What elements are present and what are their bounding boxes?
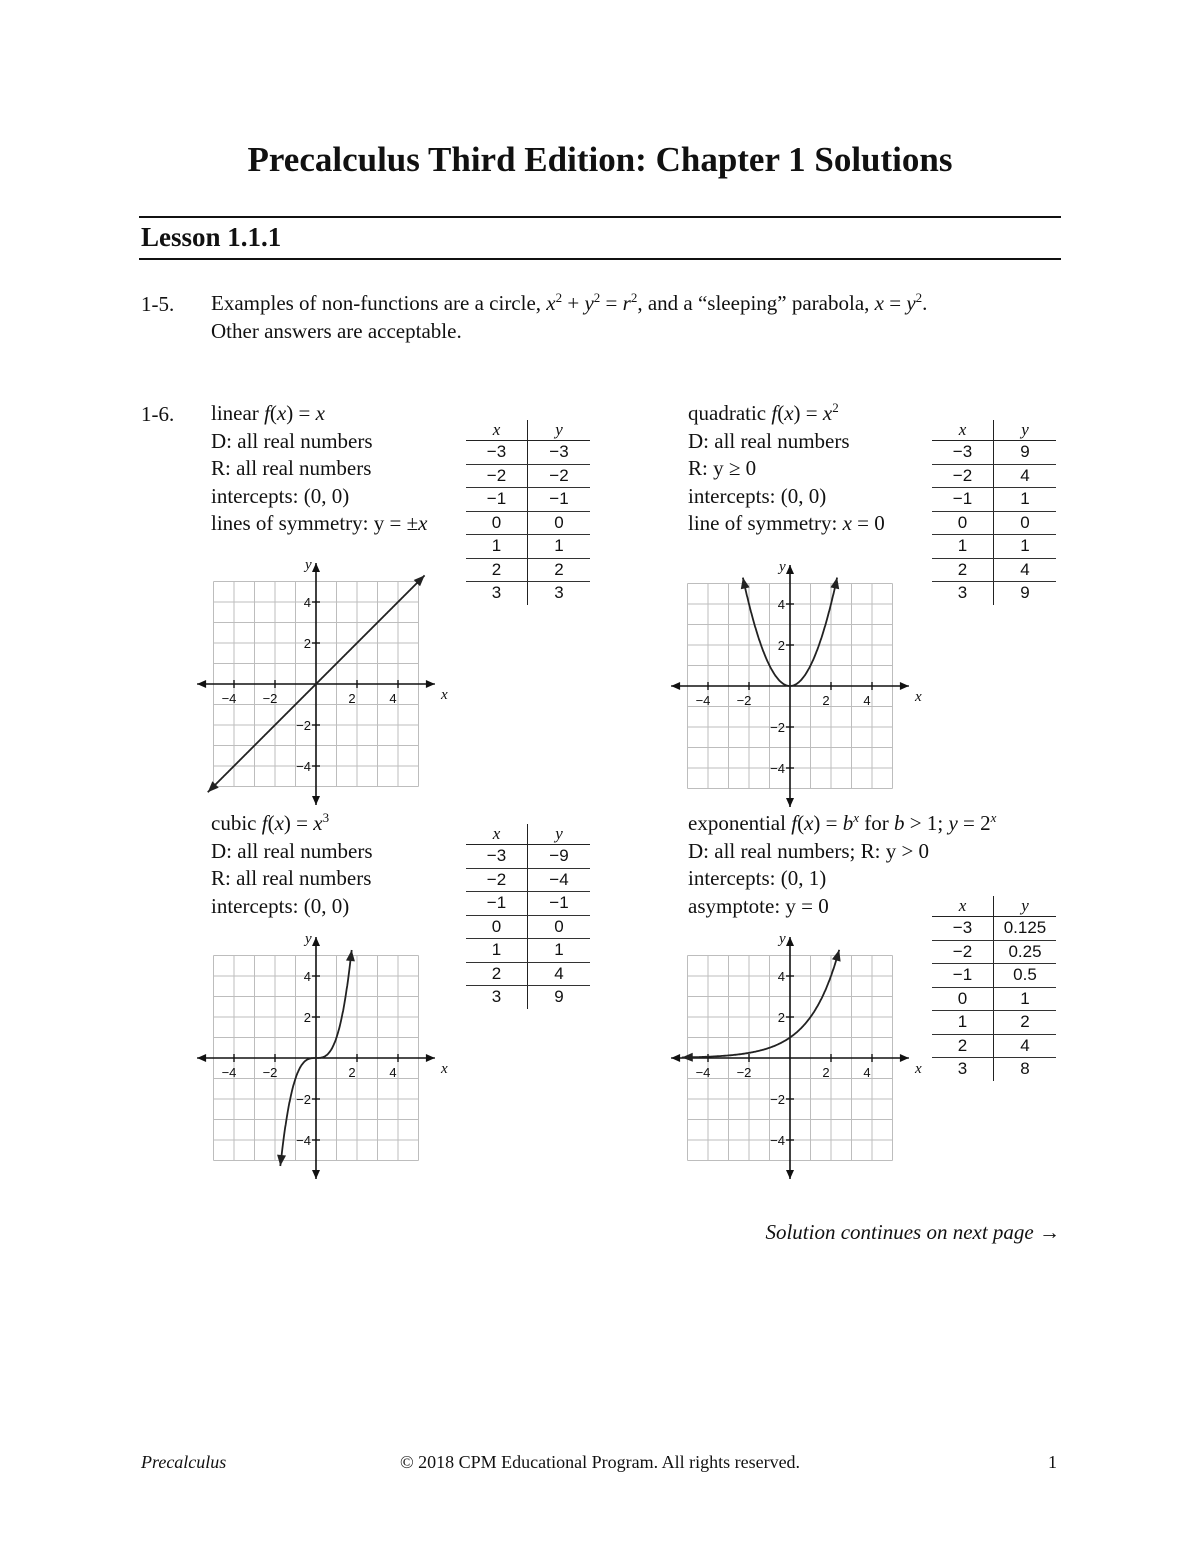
linear-table	[466, 420, 590, 605]
table-cell-y: 1	[994, 535, 1057, 559]
table-header-x: x	[466, 420, 528, 441]
table-cell-y: −2	[528, 464, 591, 488]
x-tick-label: −2	[262, 1065, 278, 1080]
table-cell-x: 1	[466, 535, 528, 559]
x-tick-label: −4	[695, 693, 711, 708]
y-tick-label: 2	[777, 1010, 785, 1025]
table-row	[932, 488, 1056, 512]
cubic-table	[466, 824, 590, 1009]
table-header-y: y	[994, 896, 1057, 917]
y-tick-label: −2	[296, 1092, 311, 1107]
table-row	[932, 1011, 1056, 1035]
linear-graph	[198, 556, 448, 810]
table-cell-x: −3	[932, 441, 994, 465]
table-cell-y: 1	[994, 488, 1057, 512]
table-cell-y: 9	[554, 987, 564, 1007]
table-header-x: x	[932, 896, 994, 917]
y-axis-label: y	[779, 931, 786, 948]
table-cell-x: 0	[932, 987, 994, 1011]
table-cell-y: 0.5	[994, 964, 1057, 988]
table-cell-x: 0	[932, 511, 994, 535]
y-tick-label: 4	[777, 597, 785, 612]
y-axis-arrow-down	[786, 1170, 794, 1179]
table-row	[932, 987, 1056, 1011]
table-row	[466, 464, 590, 488]
x-tick-label: −4	[221, 691, 237, 706]
table-row	[932, 1034, 1056, 1058]
table-cell-x: 2	[466, 558, 528, 582]
function-curve	[682, 950, 839, 1058]
lesson-heading: Lesson 1.1.1	[141, 222, 282, 252]
table-row	[932, 464, 1056, 488]
table-row	[932, 535, 1056, 559]
cubic-description: cubic $f(x) = x^3$ D: all real numbers R: all real numbers intercepts: (0, 0)	[211, 810, 373, 918]
y-tick-label: 4	[303, 969, 311, 984]
table-row	[466, 488, 590, 512]
y-tick-label: −4	[296, 1133, 311, 1148]
table-row	[932, 917, 1056, 941]
problem-1-6-number: 1-6.	[141, 402, 175, 426]
linear-description: linear f(x) = x D: all real numbers R: all real numbers intercepts: (0, 0) lines of symmetry: y = ±x	[211, 401, 428, 535]
x-axis-arrow-right	[426, 680, 435, 688]
table-row	[466, 986, 590, 1009]
table-row	[466, 441, 590, 465]
exponential-description: exponential $f(x) = b^x$ for b > 1; $y = 2^x$ D: all real numbers; R: y > 0 intercepts: (0, 1) asymptote: y = 0	[688, 810, 997, 918]
table-cell-x: −2	[932, 940, 994, 964]
table-row	[466, 962, 590, 986]
table-row	[932, 964, 1056, 988]
table-cell-y: 9	[994, 441, 1057, 465]
x-axis-arrow-left	[197, 680, 206, 688]
rule-top	[139, 216, 1061, 218]
table-cell-y: 0.125	[994, 917, 1057, 941]
y-tick-label: 2	[777, 638, 785, 653]
x-axis-arrow-left	[197, 1054, 206, 1062]
table-cell-x: −1	[932, 488, 994, 512]
table-cell-y: 3	[554, 583, 564, 603]
table-cell-y: −3	[528, 441, 591, 465]
table-cell-x: 2	[466, 962, 528, 986]
y-axis-label: y	[779, 559, 786, 576]
x-tick-label: 2	[822, 693, 830, 708]
x-tick-label: 4	[863, 1065, 871, 1080]
y-axis-arrow-up	[312, 937, 320, 946]
y-axis-label: y	[305, 557, 312, 574]
table-row	[466, 558, 590, 582]
y-tick-label: 2	[303, 1010, 311, 1025]
y-axis-arrow-down	[786, 798, 794, 807]
x-axis-label: x	[914, 689, 922, 705]
table-row	[466, 535, 590, 559]
cubic-graph	[198, 930, 478, 1184]
y-axis-arrow-down	[312, 796, 320, 805]
table-row	[932, 441, 1056, 465]
table-cell-x: −2	[466, 464, 528, 488]
table-cell-x: 3	[932, 582, 994, 605]
footer-page-number: 1	[1048, 1452, 1057, 1472]
table-row	[932, 511, 1056, 535]
x-tick-label: −2	[736, 693, 752, 708]
table-row	[932, 582, 1056, 605]
table-row	[466, 892, 590, 916]
table-cell-y: 2	[994, 1011, 1057, 1035]
x-tick-label: −2	[262, 691, 278, 706]
table-cell-x: 2	[932, 1034, 994, 1058]
table-cell-x: −1	[466, 488, 528, 512]
table-cell-x: −2	[932, 464, 994, 488]
document-title: Precalculus Third Edition: Chapter 1 Solutions	[247, 140, 953, 179]
x-tick-label: 4	[389, 691, 397, 706]
quadratic-description: quadratic $f(x) = x^2$ D: all real numbers R: y ≥ 0 intercepts: (0, 0) line of symmetry: x = 0	[688, 400, 885, 535]
exponential-table	[932, 896, 1056, 1081]
y-axis-label: y	[305, 931, 312, 948]
x-axis-arrow-right	[426, 1054, 435, 1062]
x-axis-arrow-left	[671, 1054, 680, 1062]
table-cell-x: 3	[932, 1058, 994, 1081]
y-tick-label: −2	[296, 718, 311, 733]
table-header-y: y	[528, 824, 591, 845]
x-axis-label: x	[440, 687, 448, 703]
table-row	[932, 1058, 1056, 1081]
table-cell-x: 1	[466, 939, 528, 963]
table-cell-y: 1	[528, 939, 591, 963]
x-tick-label: 4	[389, 1065, 397, 1080]
table-cell-y: 4	[994, 558, 1057, 582]
table-cell-x: 3	[466, 582, 528, 605]
x-axis-label: x	[440, 1061, 448, 1077]
table-row	[466, 511, 590, 535]
x-tick-label: 2	[822, 1065, 830, 1080]
table-cell-y: 2	[528, 558, 591, 582]
table-cell-y: 1	[994, 987, 1057, 1011]
problem-1-5-text: Examples of non-functions are a circle, $x^2 + y^2 = r^2$, and a “sleeping” parabola, $x = y^2$. Other answers are acceptable.	[211, 290, 928, 343]
y-axis-arrow-up	[312, 563, 320, 572]
x-tick-label: 2	[348, 691, 356, 706]
y-axis-arrow-up	[786, 565, 794, 574]
y-tick-label: −4	[770, 761, 785, 776]
table-cell-y: 4	[528, 962, 591, 986]
x-tick-label: 4	[863, 693, 871, 708]
y-tick-label: −4	[770, 1133, 785, 1148]
table-cell-y: −4	[528, 868, 591, 892]
y-tick-label: −2	[770, 720, 785, 735]
exponential-graph	[672, 930, 922, 1184]
x-tick-label: −4	[695, 1065, 711, 1080]
table-cell-y: −1	[528, 892, 591, 916]
table-row	[466, 868, 590, 892]
table-cell-x: −1	[932, 964, 994, 988]
table-cell-y: 1	[528, 535, 591, 559]
table-row	[466, 582, 590, 605]
x-axis-arrow-left	[671, 682, 680, 690]
quadratic-graph	[672, 558, 922, 812]
table-cell-x: 1	[932, 1011, 994, 1035]
table-cell-x: −3	[466, 845, 528, 869]
table-row	[932, 940, 1056, 964]
y-axis-arrow-down	[312, 1170, 320, 1179]
table-cell-y: −1	[528, 488, 591, 512]
table-row	[932, 558, 1056, 582]
table-cell-x: −2	[466, 868, 528, 892]
problem-1-5-number: 1-5.	[141, 292, 175, 316]
quadratic-table	[932, 420, 1056, 605]
table-cell-y: 0	[528, 511, 591, 535]
table-header-y: y	[994, 420, 1057, 441]
table-cell-y: 9	[1020, 583, 1030, 603]
table-cell-y: 8	[1020, 1059, 1030, 1079]
table-row	[466, 915, 590, 939]
table-cell-x: −3	[466, 441, 528, 465]
y-tick-label: 4	[777, 969, 785, 984]
table-cell-y: 4	[994, 1034, 1057, 1058]
table-cell-y: 0	[994, 511, 1057, 535]
y-tick-label: −2	[770, 1092, 785, 1107]
footer-left: Precalculus	[141, 1452, 227, 1472]
y-axis-arrow-up	[786, 937, 794, 946]
table-cell-y: 4	[994, 464, 1057, 488]
table-cell-x: 0	[466, 915, 528, 939]
rule-bottom	[139, 258, 1061, 260]
table-cell-y: 0	[528, 915, 591, 939]
x-tick-label: 2	[348, 1065, 356, 1080]
table-cell-x: 1	[932, 535, 994, 559]
x-axis-arrow-right	[900, 682, 909, 690]
continue-note: Solution continues on next page →	[765, 1220, 1060, 1244]
table-cell-y: −9	[528, 845, 591, 869]
table-header-y: y	[528, 420, 591, 441]
table-row	[466, 939, 590, 963]
table-header-x: x	[932, 420, 994, 441]
table-cell-y: 0.25	[994, 940, 1057, 964]
y-tick-label: −4	[296, 759, 311, 774]
table-cell-x: −1	[466, 892, 528, 916]
table-cell-x: 3	[466, 986, 528, 1009]
y-tick-label: 2	[303, 636, 311, 651]
table-header-x: x	[466, 824, 528, 845]
x-axis-label: x	[914, 1061, 922, 1077]
table-row	[466, 845, 590, 869]
footer-copyright: © 2018 CPM Educational Program. All rights reserved.	[399, 1452, 801, 1472]
table-cell-x: 2	[932, 558, 994, 582]
x-axis-arrow-right	[900, 1054, 909, 1062]
table-cell-x: −3	[932, 917, 994, 941]
table-cell-x: 0	[466, 511, 528, 535]
x-tick-label: −4	[221, 1065, 237, 1080]
x-tick-label: −2	[736, 1065, 752, 1080]
y-tick-label: 4	[303, 595, 311, 610]
